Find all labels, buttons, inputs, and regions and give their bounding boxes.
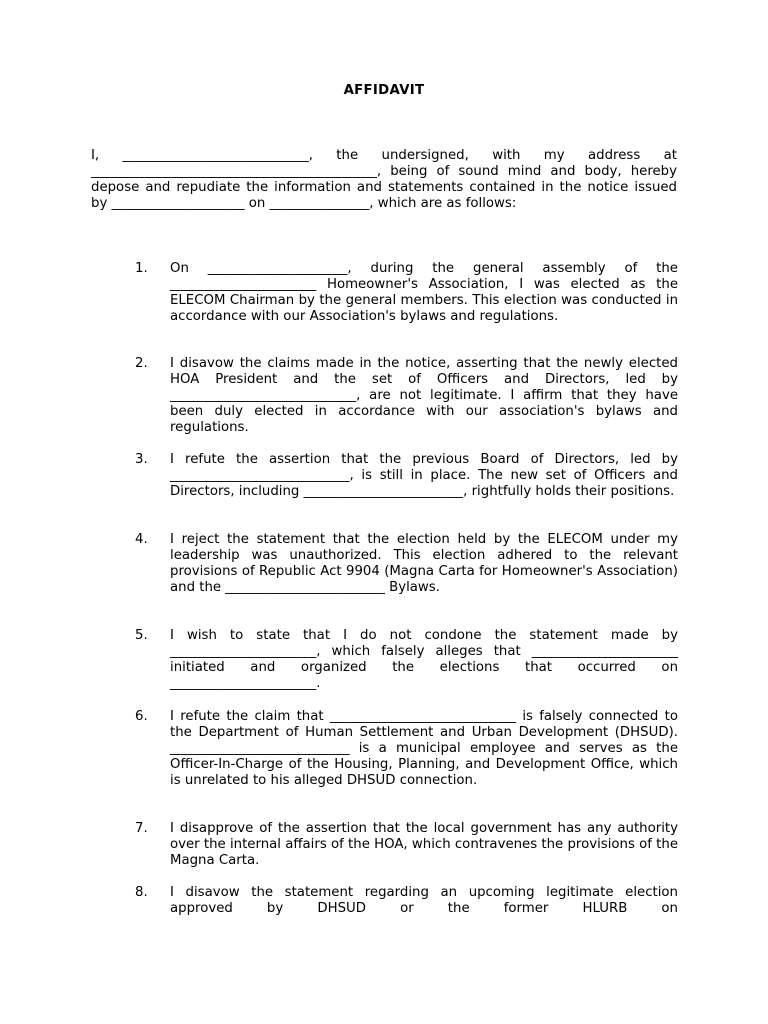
item-text: I refute the assertion that the previous Board of Directors, led by ___________________________, is still in place. The new set of Officers and Directors, including ________________________, rightfully holds their positions. (170, 452, 678, 499)
item-text: I disavow the statement regarding an upcoming legitimate election approved by DHSUD or the former HLURB on (170, 885, 678, 916)
item-number: 5. (135, 628, 148, 643)
item-text: On _____________________, during the general assembly of the ______________________ Homeowner's Association, I was elected as the ELECOM Chairman by the general members. This election was conducted in accordance with our Association's bylaws and regulations. (170, 261, 678, 324)
item-number: 2. (135, 356, 148, 371)
item-number: 7. (135, 821, 148, 836)
item-text: I refute the claim that ____________________________ is falsely connected to the Department of Human Settlement and Urban Development (DHSUD). ___________________________ is a municipal employee and serves as the Officer-In-Charge of the Housing, Planning, and Development Office, which is unrelated to his alleged DHSUD connection. (170, 709, 678, 788)
document-title: AFFIDAVIT (343, 83, 425, 98)
item-number: 6. (135, 709, 148, 724)
intro-paragraph: I, ____________________________, the undersigned, with my address at ___________________________________________, being of sound mind and body, hereby depose and repudiate the information and statements contained in the notice issued by ____________________ on _______________, which are as follows: (91, 148, 677, 211)
item-text: I disavow the claims made in the notice, asserting that the newly elected HOA President and the set of Officers and Directors, led by ____________________________, are not legitimate. I affirm that they have been duly elected in accordance with our association's bylaws and regulations. (170, 356, 678, 435)
item-text: I wish to state that I do not condone the statement made by ______________________, which falsely alleges that ______________________ initiated and organized the elections that occurred on ______________________. (170, 628, 678, 691)
item-number: 3. (135, 452, 148, 467)
item-text: I disapprove of the assertion that the local government has any authority over the internal affairs of the HOA, which contravenes the provisions of the Magna Carta. (170, 821, 678, 868)
item-number: 8. (135, 885, 148, 900)
item-number: 1. (135, 261, 148, 276)
item-number: 4. (135, 532, 148, 547)
item-text: I reject the statement that the election held by the ELECOM under my leadership was unauthorized. This election adhered to the relevant provisions of Republic Act 9904 (Magna Carta for Homeowner's Association) and the ________________________ Bylaws. (170, 532, 678, 595)
